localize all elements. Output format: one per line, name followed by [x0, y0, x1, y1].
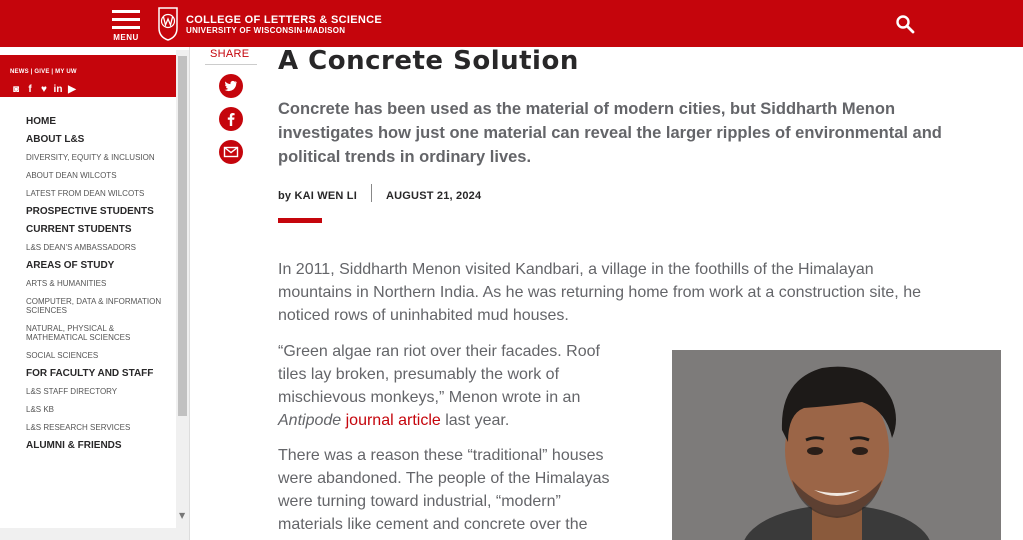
journal-article-link[interactable]: journal article [345, 412, 441, 429]
sidebar-quick-links-panel [0, 55, 176, 97]
journal-title: Antipode [278, 412, 342, 429]
sidebar-item[interactable]: L&S DEAN'S AMBASSADORS [26, 243, 137, 252]
sidebar-item[interactable]: L&S KB [26, 405, 55, 414]
publish-date: AUGUST 21, 2024 [386, 189, 482, 202]
sidebar-item[interactable]: ABOUT L&S [26, 134, 85, 145]
article-paragraph: In 2011, Siddharth Menon visited Kandbari, a village in the foothills of the Himalayan mountains in Northern India. As he was returning home from work at a construction site, he noticed rows of uninhabited mud houses. [278, 261, 921, 324]
email-icon[interactable] [219, 140, 243, 164]
sidebar-item[interactable]: HOME [26, 116, 56, 127]
university-subtitle[interactable]: UNIVERSITY OF WISCONSIN-MADISON [186, 26, 346, 35]
menu-bar [112, 10, 140, 13]
sidebar-nav [26, 117, 174, 459]
article-byline [278, 187, 481, 205]
byline-separator [371, 184, 372, 202]
sidebar-item[interactable]: L&S STAFF DIRECTORY [26, 387, 118, 396]
sidebar-item[interactable]: LATEST FROM DEAN WILCOTS [26, 189, 145, 198]
sidebar-horizontal-scrollbar[interactable] [0, 528, 176, 540]
article-dek: Concrete has been used as the material of modern cities, but Siddharth Menon investigates how just one material can reveal the larger ripples of environmental and political trends in ordinary lives. [278, 100, 942, 166]
instagram-icon[interactable]: ◙ [12, 84, 20, 95]
article-title: A Concrete Solution [278, 46, 579, 76]
menu-bar [112, 26, 140, 29]
sidebar-scroll-thumb[interactable] [178, 56, 187, 416]
sidebar-item[interactable]: DIVERSITY, EQUITY & INCLUSION [26, 153, 155, 162]
twitter-icon[interactable] [219, 74, 243, 98]
share-label: SHARE [210, 48, 250, 60]
sidebar-item[interactable]: NATURAL, PHYSICAL & MATHEMATICAL SCIENCES [26, 324, 131, 342]
facebook-icon[interactable]: f [28, 84, 32, 95]
scroll-down-arrow[interactable]: ▼ [179, 511, 186, 520]
twitter-icon[interactable]: ♥ [41, 84, 47, 95]
article-paragraph: There was a reason these “traditional” houses were abandoned. The people of the Himalayas were turning toward industrial, “modern” materials like cement and concrete over the [278, 447, 610, 533]
linkedin-icon[interactable]: in [53, 84, 63, 95]
author-name: by KAI WEN LI [278, 189, 357, 202]
search-icon[interactable] [895, 14, 915, 34]
share-divider [205, 64, 257, 65]
facebook-icon[interactable] [219, 107, 243, 131]
menu-bar [112, 18, 140, 21]
sidebar-item[interactable]: SOCIAL SCIENCES [26, 351, 99, 360]
college-title[interactable]: COLLEGE OF LETTERS & SCIENCE [186, 14, 383, 26]
menu-button[interactable] [110, 8, 142, 42]
article-paragraph [278, 340, 628, 432]
sidebar-item[interactable]: AREAS OF STUDY [26, 260, 115, 271]
sidebar-item[interactable]: ABOUT DEAN WILCOTS [26, 171, 117, 180]
sidebar-item[interactable]: FOR FACULTY AND STAFF [26, 368, 154, 379]
social-links [11, 79, 81, 95]
youtube-icon[interactable]: ▶ [68, 84, 76, 95]
paragraph-text: last year. [440, 412, 510, 429]
uw-crest-logo[interactable] [157, 6, 179, 42]
sidebar-item[interactable]: CURRENT STUDENTS [26, 224, 132, 235]
sidebar [0, 47, 190, 540]
menu-label: MENU [113, 33, 139, 42]
portrait-illustration [672, 350, 1001, 540]
sidebar-item[interactable]: ALUMNI & FRIENDS [26, 440, 122, 451]
paragraph-text: “Green algae ran riot over their facades. Roof tiles lay broken, presumably the work of mischievous monkeys,” Menon wrote in an [278, 343, 600, 406]
sidebar-item[interactable]: ARTS & HUMANITIES [26, 279, 107, 288]
accent-rule [278, 218, 322, 223]
sidebar-item[interactable]: COMPUTER, DATA & INFORMATION SCIENCES [26, 297, 162, 315]
site-header [0, 0, 1023, 47]
sidebar-item[interactable]: PROSPECTIVE STUDENTS [26, 206, 154, 217]
author-portrait-photo [672, 350, 1001, 540]
quick-links[interactable]: NEWS | GIVE | MY UW [10, 69, 77, 75]
sidebar-item[interactable]: L&S RESEARCH SERVICES [26, 423, 131, 432]
